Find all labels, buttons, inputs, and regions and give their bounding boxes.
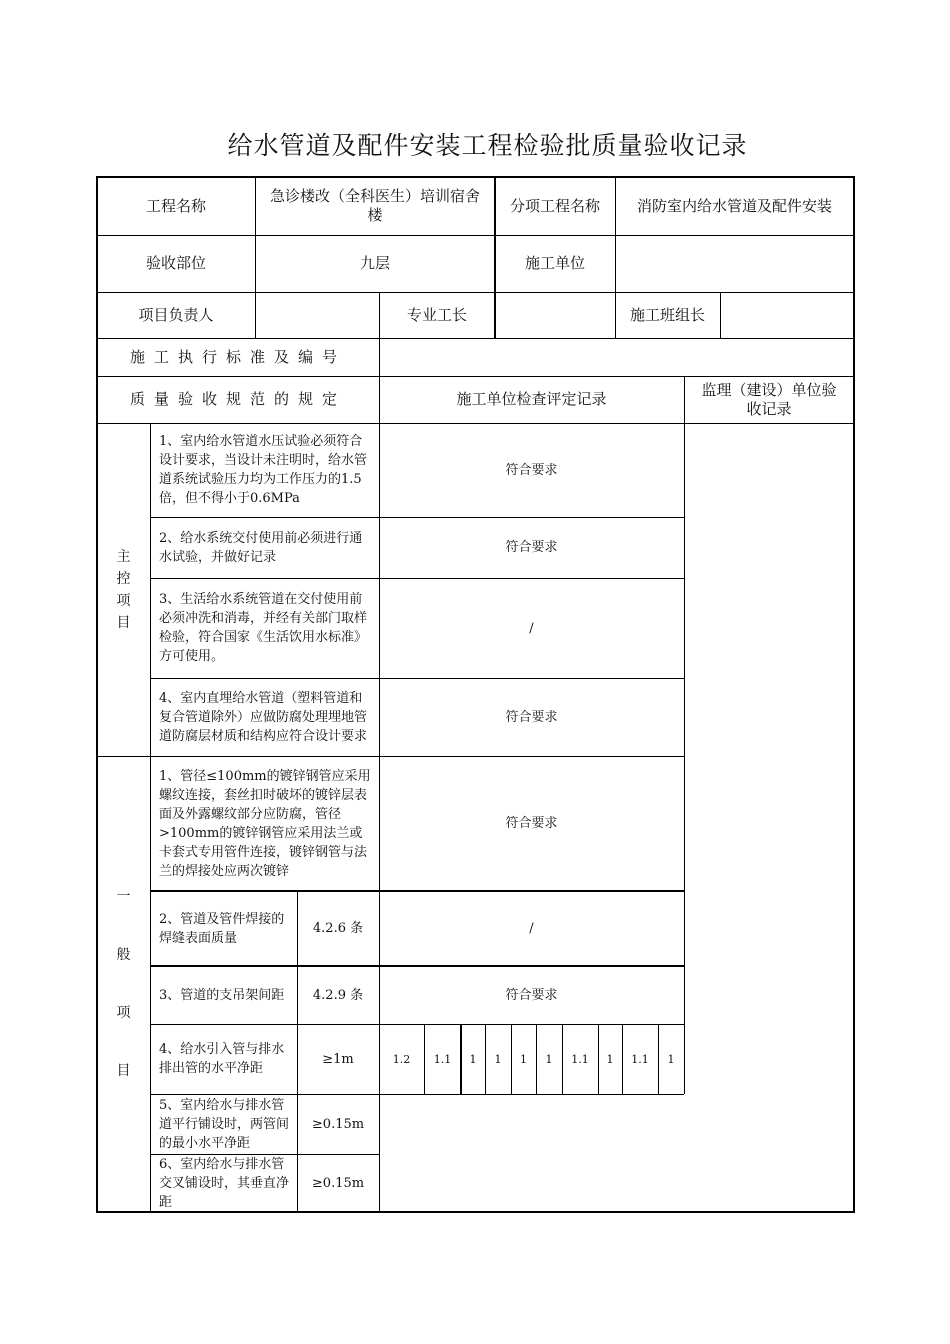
general-char: 目 xyxy=(116,1063,131,1079)
main-control-char: 主 xyxy=(116,548,131,565)
general-item-4-clause: ≥1m xyxy=(322,1051,354,1067)
general-item-1-text: 1、管径≤100mm的镀锌钢管应采用螺纹连接，套丝扣时破坏的镀锌层表面及外露螺纹部分应防腐，管径>100mm的镀锌钢管应采用法兰或卡套式专用管件连接，镀锌钢管与法兰的焊接处应两次镀锌 xyxy=(159,768,371,879)
project-name-value: 急诊楼改（全科医生）培训宿舍楼 xyxy=(269,187,480,224)
general-label xyxy=(97,756,150,1212)
measurement-cell: 1 xyxy=(667,1052,675,1066)
measurement-cell: 1.1 xyxy=(631,1052,649,1066)
main-control-char: 项 xyxy=(116,592,131,609)
standard-value xyxy=(379,338,854,376)
contractor-label: 施工单位 xyxy=(524,254,585,272)
subproject-value: 消防室内给水管道及配件安装 xyxy=(636,196,832,215)
contractor-value xyxy=(615,235,854,292)
supervisor-label: 监理（建设）单位验收记录 xyxy=(701,380,837,418)
main-item-3-text: 3、生活给水系统管道在交付使用前必须冲洗和消毒，并经有关部门取样检验，符合国家《生活饮用水标准》方可使用。 xyxy=(159,592,368,664)
team-leader-label: 施工班组长 xyxy=(629,305,705,324)
spec-label: 质量验收规范的规定 xyxy=(129,390,346,408)
general-char: 项 xyxy=(116,1005,131,1021)
general-item-2-text: 2、管道及管件焊接的焊缝表面质量 xyxy=(159,911,285,946)
measurement-cell: 1.1 xyxy=(433,1052,452,1066)
subproject-label: 分项工程名称 xyxy=(509,196,600,215)
main-item-1-result: 符合要求 xyxy=(505,462,558,478)
measurement-cell: 1 xyxy=(469,1052,477,1066)
foreman-value xyxy=(495,292,615,338)
manager-label: 项目负责人 xyxy=(138,305,214,324)
main-control-label xyxy=(97,423,150,756)
general-item-4-text: 4、给水引入管与排水排出管的水平净距 xyxy=(159,1042,285,1076)
foreman-label: 专业工长 xyxy=(406,305,467,324)
general-item-3-text: 3、管道的支吊架间距 xyxy=(159,987,285,1003)
general-item-2-result: / xyxy=(529,921,534,936)
team-leader-value xyxy=(720,292,854,338)
measurement-cell: 1.1 xyxy=(571,1052,589,1066)
manager-value xyxy=(255,292,379,338)
general-item-5-clause: ≥0.15m xyxy=(311,1116,365,1132)
general-item-6-clause: ≥0.15m xyxy=(311,1175,365,1191)
main-item-2-result: 符合要求 xyxy=(505,540,558,555)
general-item-2-clause: 4.2.6 条 xyxy=(312,921,364,936)
main-item-2-text: 2、给水系统交付使用前必须进行通水试验，并做好记录 xyxy=(159,530,363,565)
general-item-5-text: 5、室内给水与排水管道平行铺设时，两管间的最小水平净距 xyxy=(159,1097,290,1151)
main-control-char: 控 xyxy=(116,570,131,587)
general-char: 般 xyxy=(116,947,131,963)
main-item-4-result: 符合要求 xyxy=(505,709,558,725)
location-value: 九层 xyxy=(359,254,390,272)
measurement-cell: 1 xyxy=(494,1052,502,1066)
general-item-3-result: 符合要求 xyxy=(505,987,558,1003)
standard-label: 施工执行标准及编号 xyxy=(129,347,346,366)
general-item-3-clause: 4.2.9 条 xyxy=(312,987,364,1003)
page-title: 给水管道及配件安装工程检验批质量验收记录 xyxy=(227,131,748,160)
contractor-record-label: 施工单位检查评定记录 xyxy=(456,390,607,408)
measurement-cell: 1 xyxy=(545,1052,553,1066)
main-control-char: 目 xyxy=(116,614,131,631)
measurement-cell: 1 xyxy=(520,1052,527,1066)
main-item-4-text: 4、室内直埋给水管道（塑料管道和复合管道除外）应做防腐处理埋地管道防腐层材质和结构应符合设计要求 xyxy=(159,690,368,744)
general-char: 一 xyxy=(116,889,131,905)
general-item-6-text: 6、室内给水与排水管交叉铺设时，其垂直净距 xyxy=(159,1156,290,1210)
project-name-label: 工程名称 xyxy=(145,196,206,215)
measurement-cell: 1.2 xyxy=(392,1052,411,1066)
main-item-3-result: / xyxy=(529,620,534,636)
location-label: 验收部位 xyxy=(145,254,206,272)
main-item-1-text: 1、室内给水管道水压试验必须符合设计要求，当设计未注明时，给水管道系统试验压力均为工作压力的1.5倍，但不得小于0.6MPa xyxy=(159,434,368,506)
measurement-cell: 1 xyxy=(606,1052,614,1066)
general-item-1-result: 符合要求 xyxy=(505,816,558,831)
